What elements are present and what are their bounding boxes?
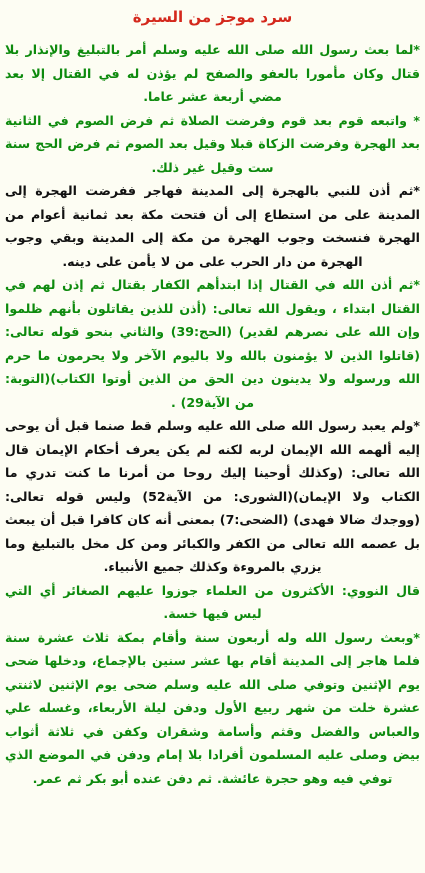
- paragraph-obligations: * واتبعه قوم بعد قوم وفرضت الصلاة ثم فرض الصوم في الثانية بعد الهجرة وفرضت الزكاة قبلا وقيل بعد الصوم ثم فرض الحج سنة ست وقيل غير ذلك.: [5, 112, 420, 175]
- paragraph-permission-to-fight: *ثم أذن الله في القتال إذا ابتدأهم الكفار بقتال ثم إذن لهم في القتال ابتداء ، ويقول الله تعالى: (أذن للذين يقاتلون بأنهم ظلموا وإن الله على نصرهم لقدير) (الحج:39) والثاني بنحو قوله تعالى: (قاتلوا الذين لا يؤمنون بالله ولا باليوم الآخر ولا يحرمون ما حرم الله ورسوله ولا يدينون دين الحق من الذين أوتوا الكتاب)(التوبة: من الآية29) .: [5, 277, 420, 410]
- paragraph-hijra: *ثم أذن للنبي بالهجرة إلى المدينة فهاجر ففرضت الهجرة إلى المدينة على من استطاع إلى أن فتحت مكة بعد ثمانية أعوام من الهجرة فنسخت وجوب الهجرة من مكة إلى المدينة وبقي وجوب الهجرة من دار الحرب على من لا يأمن على دينه.: [5, 183, 420, 269]
- paragraph-life-and-death: *وبعث رسول الله وله أربعون سنة وأقام بمكة ثلاث عشرة سنة فلما هاجر إلى المدينة أقام بها عشر سنين بالإجماع، ودخلها ضحى يوم الإثنين وتوفي صلى الله عليه وسلم ضحى يوم الإثنين لاثنتي عشرة خلت من شهر ربيع الأول ودفن ليلة الأربعاء، وغسله علي والعباس والفضل وقثم وأسامة وشقران وكفن في ثلاثة أثواب بيض وصلى عليه المسلمون أفرادا بلا إمام ودفن في الموضع الذي توفي فيه وهو حجرة عائشة. ثم دفن عنده أبو بكر ثم عمر.: [5, 629, 420, 786]
- paragraph-mission-start: *لما بعث رسول الله صلى الله عليه وسلم أمر بالتبليغ والإنذار بلا قتال وكان مأمورا بالعفو والصفح لم يؤذن له في القتال إلا بعد مضي أربعة عشر عاما.: [5, 42, 420, 104]
- paragraph-before-revelation: *ولم يعبد رسول الله صلى الله عليه وسلم قط صنما قبل أن يوحى إليه ألهمه الله الإيمان لربه لكنه لم يكن يعرف أحكام الإيمان قال الله تعالى: (وكذلك أوحينا إليك روحا من أمرنا ما كنت تدري ما الكتاب ولا الإيمان)(الشورى: من الآية52) وليس قوله تعالى: (ووجدك ضالا فهدى) (الضحى:7) بمعنى أنه كان كافرا قبل أن يبعث بل عصمه الله تعالى من الكفر والكبائر ومن كل مخل بالتبليغ وما يزري بالمروءة وكذلك جميع الأنبياء.: [5, 418, 420, 574]
- paragraph-nawawi-quote: قال النووي: الأكثرون من العلماء جوزوا عليهم الصغائر أي التي ليس فيها خسة.: [5, 582, 420, 621]
- page-title: سرد موجز من السيرة: [132, 8, 293, 26]
